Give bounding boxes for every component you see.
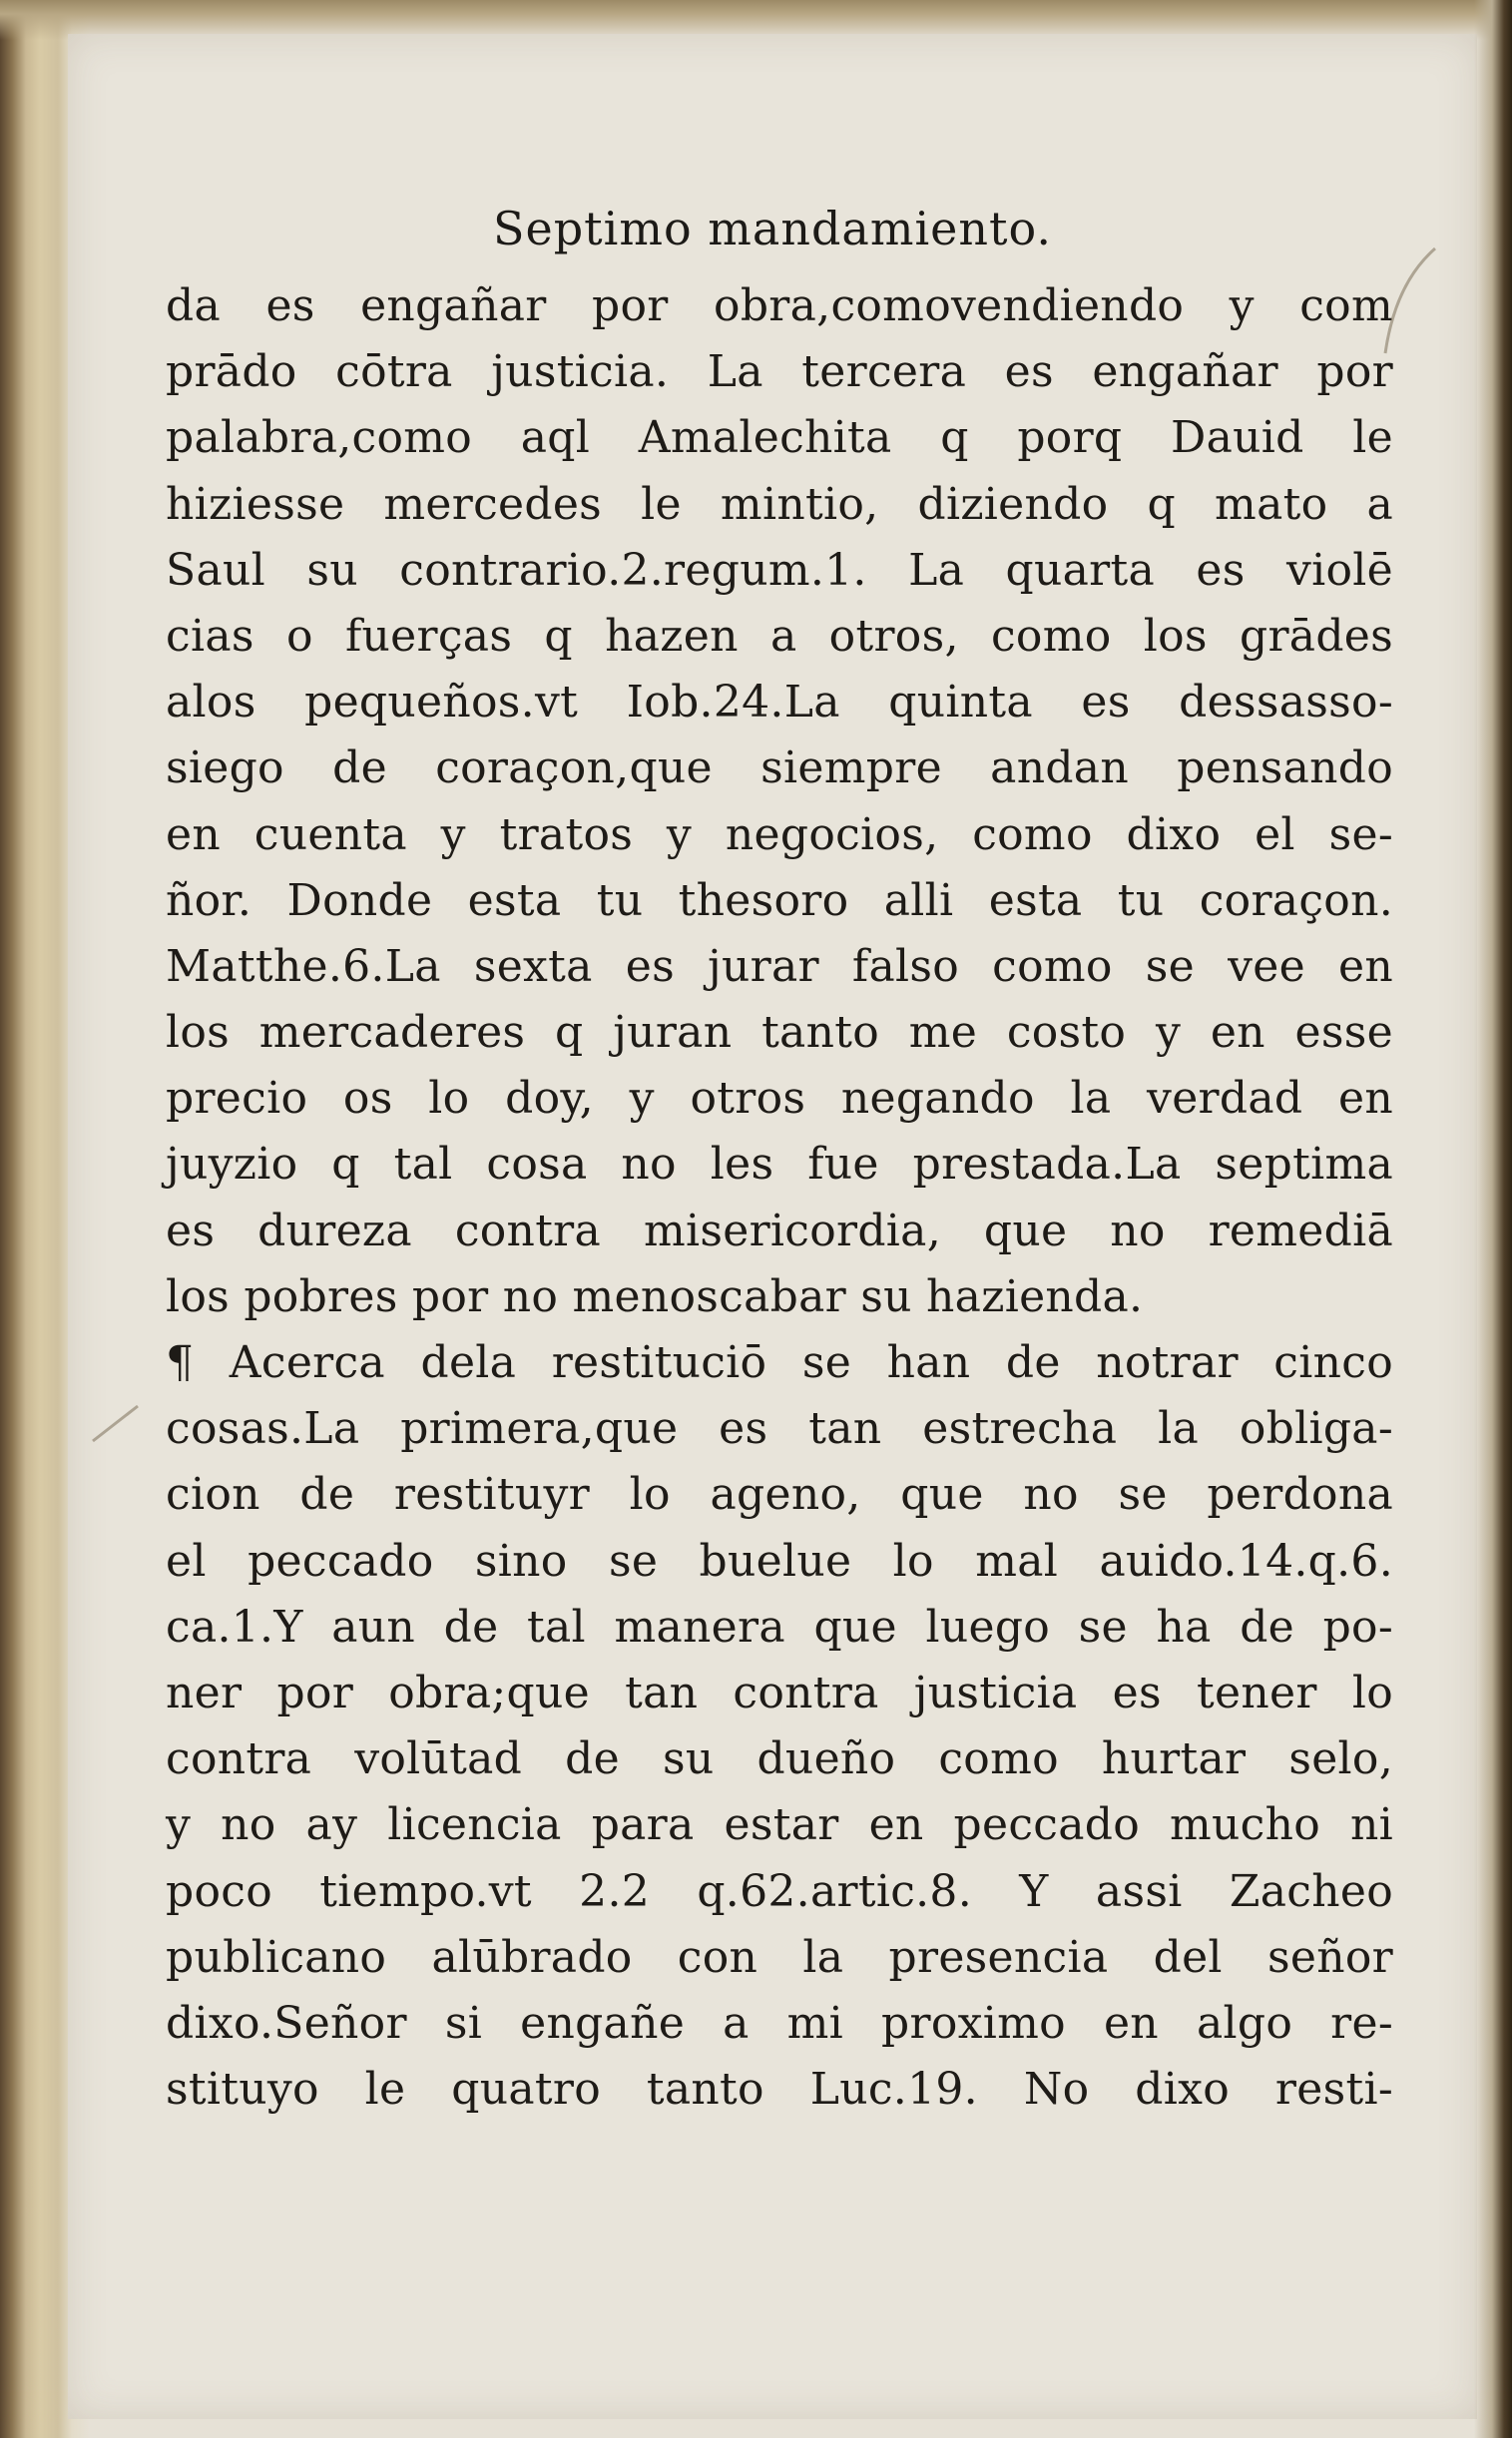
text-line: cosas.La primera,que es tan estrecha la obliga- xyxy=(166,1403,1393,1455)
text-line: juyzio q tal cosa no les fue prestada.La septima xyxy=(166,1139,1393,1191)
text-line: palabra,como aql Amalechita q porq Dauid le xyxy=(166,412,1393,464)
text-line: ¶ Acerca dela restituciō se han de notrar cinco xyxy=(166,1337,1393,1388)
text-line: es dureza contra misericordia, que no remediā xyxy=(166,1205,1393,1256)
text-line: Saul su contrario.2.regum.1. La quarta es violē xyxy=(166,544,1393,596)
text-line: cion de restituyr lo ageno, que no se perdona xyxy=(166,1469,1393,1521)
text-line: los pobres por no menoscabar su hazienda. xyxy=(166,1270,1144,1322)
text-line: contra volūtad de su dueño como hurtar selo, xyxy=(166,1733,1393,1785)
text-line: publicano alūbrado con la presencia del señor xyxy=(166,1931,1393,1983)
body-text xyxy=(166,273,1393,2123)
margin-pen-mark xyxy=(88,1391,148,1451)
text-line: dixo.Señor si engañe a mi proximo en algo re- xyxy=(166,1997,1393,2049)
margin-pen-mark xyxy=(1375,244,1445,363)
text-line: y no ay licencia para estar en peccado mucho ni xyxy=(166,1799,1393,1851)
text-line: alos pequeños.vt Iob.24.La quinta es dessasso- xyxy=(166,677,1393,729)
text-line: prādo cōtra justicia. La tercera es engañar por xyxy=(166,346,1393,398)
page-right-edge xyxy=(1474,0,1512,2438)
text-line: siego de coraçon,que siempre andan pensando xyxy=(166,742,1393,794)
running-head: Septimo mandamiento. xyxy=(492,202,1053,255)
book-page xyxy=(68,34,1477,2419)
text-line: en cuenta y tratos y negocios, como dixo el se- xyxy=(166,808,1393,860)
text-line: Matthe.6.La sexta es jurar falso como se vee en xyxy=(166,940,1393,992)
text-line: precio os lo doy, y otros negando la verdad en xyxy=(166,1073,1393,1125)
text-line: ner por obra;que tan contra justicia es tener lo xyxy=(166,1667,1393,1718)
text-line: los mercaderes q juran tanto me costo y en esse xyxy=(166,1007,1393,1059)
text-line: ñor. Donde esta tu thesoro alli esta tu coraçon. xyxy=(166,874,1393,926)
text-line: el peccado sino se buelue lo mal auido.14.q.6. xyxy=(166,1535,1393,1587)
text-line: hiziesse mercedes le mintio, diziendo q mato a xyxy=(166,478,1393,530)
text-line: cias o fuerças q hazen a otros, como los grādes xyxy=(166,610,1393,662)
text-line: da es engañar por obra,comovendiendo y com xyxy=(166,280,1393,331)
text-line: ca.1.Y aun de tal manera que luego se ha de po- xyxy=(166,1601,1393,1653)
text-line: stituyo le quatro tanto Luc.19. No dixo resti- xyxy=(166,2064,1393,2116)
text-line: poco tiempo.vt 2.2 q.62.artic.8. Y assi Zacheo xyxy=(166,1865,1393,1917)
